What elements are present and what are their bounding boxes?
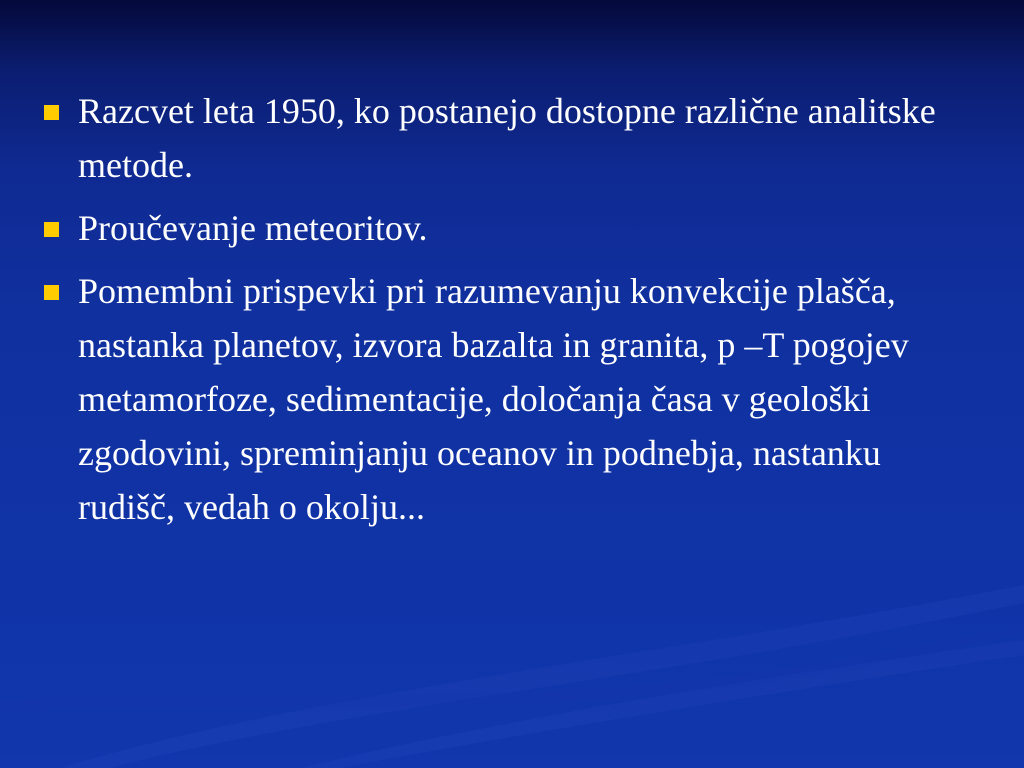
square-bullet-icon <box>44 222 59 237</box>
bullet-list <box>40 84 980 534</box>
square-bullet-icon <box>44 105 59 120</box>
bullet-item-analytical-methods <box>40 84 980 192</box>
square-bullet-icon <box>44 285 59 300</box>
bullet-text: Pomembni prispevki pri razumevanju konvekcije plašča, nastanka planetov, izvora bazalta in granita, p –T pogojev metamorfoze, sedimentacije, določanja časa v geološki zgodovini, spreminjanju oceanov in podnebja, nastanku rudišč, vedah o okolju... <box>78 271 909 527</box>
slide-content <box>40 84 980 543</box>
bullet-item-contributions <box>40 264 980 534</box>
bullet-item-meteorites <box>40 201 980 255</box>
bullet-text: Proučevanje meteoritov. <box>78 208 428 248</box>
bullet-text: Razcvet leta 1950, ko postanejo dostopne različne analitske metode. <box>78 91 936 185</box>
